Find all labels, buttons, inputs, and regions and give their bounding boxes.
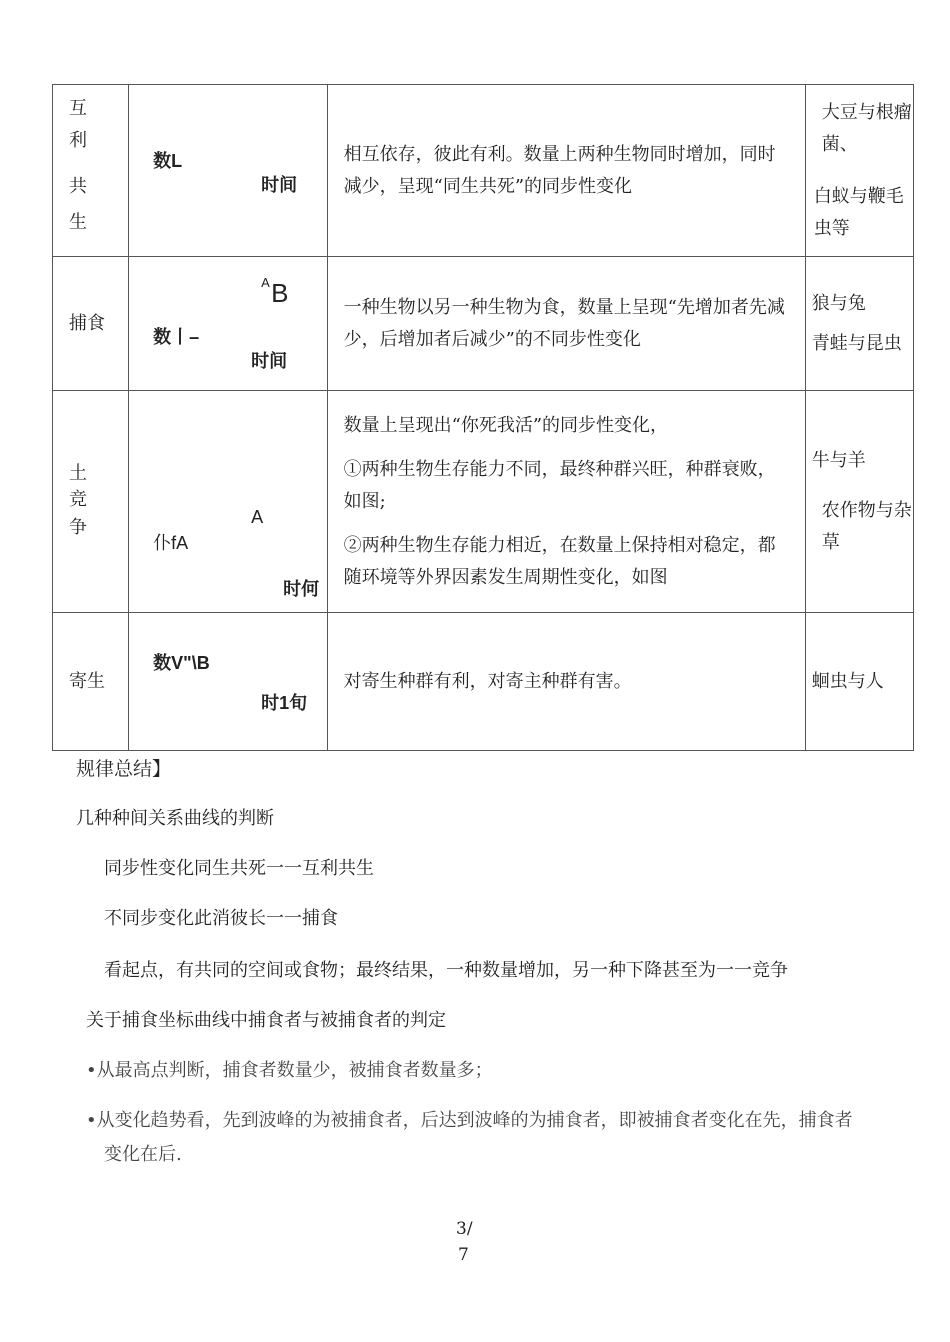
summary-bullet-continuation: 变化在后. <box>104 1144 182 1165</box>
relation-description-line: ②两种生物生存能力相近，在数量上保持相对稳定，都随环境等外界因素发生周期性变化，如图 <box>343 534 776 588</box>
relation-name-char: 共 <box>69 176 87 197</box>
relation-name-char: 利 <box>69 130 87 151</box>
graph-x-label: 时何 <box>283 579 320 599</box>
summary-item: 不同步变化此消彼长一一捕食 <box>104 908 338 929</box>
relation-name-cell <box>53 613 129 751</box>
relation-examples-cell <box>805 613 913 751</box>
relation-description-line: 数量上呈现出“你死我活”的同步性变化， <box>343 414 669 436</box>
relation-graph-cell <box>129 391 327 613</box>
graph-x-label: 时1旬 <box>261 693 308 713</box>
relation-graph-cell <box>129 613 327 751</box>
page-number-current: 3/ <box>456 1219 473 1239</box>
graph-curve-label: B <box>271 278 289 308</box>
page-number-total: 7 <box>458 1245 469 1265</box>
page-number <box>456 1216 473 1268</box>
relation-graph-cell <box>129 85 327 257</box>
table-row <box>53 257 914 391</box>
example-text: 农作物与杂草 <box>821 499 912 553</box>
summary-subheading: 关于捕食坐标曲线中捕食者与被捕食者的判定 <box>86 1010 446 1031</box>
relation-description-line: ①两种生物生存能力不同，最终种群兴旺，种群衰败，如图; <box>343 458 776 512</box>
relation-name-char: 生 <box>69 212 87 233</box>
relation-description-cell <box>327 85 805 257</box>
relation-description: 对寄生种群有利，对寄主种群有害。 <box>343 670 632 692</box>
relation-examples-cell <box>805 391 913 613</box>
relation-name-char: 土 <box>69 463 87 484</box>
graph-x-label: 时间 <box>261 175 298 195</box>
relation-examples-cell <box>805 85 913 257</box>
table-row <box>53 85 914 257</box>
graph-curve-label: A <box>261 275 270 290</box>
relation-graph-cell <box>129 257 327 391</box>
relation-name-cell <box>53 85 129 257</box>
relation-name: 寄生 <box>69 670 105 692</box>
relation-description-cell <box>327 613 805 751</box>
relation-name-char: 互 <box>69 98 87 119</box>
interspecific-relations-table <box>52 84 914 751</box>
relation-name-cell <box>53 391 129 613</box>
graph-y-label: 仆fA <box>153 533 189 553</box>
table-row <box>53 391 914 613</box>
relation-examples-cell <box>805 257 913 391</box>
relation-description: 一种生物以另一种生物为食，数量上呈现“先增加者先减少，后增加者后减少”的不同步性变化 <box>343 296 785 350</box>
example-text: 大豆与根瘤菌、 <box>821 101 912 155</box>
table-row <box>53 613 914 751</box>
graph-x-label: 时间 <box>251 351 288 371</box>
relation-name-char: 竞 <box>69 489 87 510</box>
summary-subheading: 几种种间关系曲线的判断 <box>76 808 274 829</box>
summary-bullet: •从最高点判断，捕食者数量少，被捕食者数量多； <box>86 1060 493 1081</box>
example-text: 青蛙与昆虫 <box>811 332 902 354</box>
graph-y-label: 数丨– <box>153 327 200 347</box>
relation-description-cell <box>327 257 805 391</box>
graph-y-label: 数L <box>153 151 183 171</box>
relation-description-cell <box>327 391 805 613</box>
summary-item: 同步性变化同生共死一一互利共生 <box>104 858 374 879</box>
summary-bullet: •从变化趋势看，先到波峰的为被捕食者，后达到波峰的为捕食者，即被捕食者变化在先，捕食者 <box>86 1110 853 1131</box>
relation-description: 相互依存，彼此有利。数量上两种生物同时增加，同时减少，呈现“同生共死”的同步性变化 <box>343 143 776 197</box>
example-text: 白蚁与鞭毛虫等 <box>813 185 904 239</box>
summary-item: 看起点，有共同的空间或食物；最终结果，一种数量增加，另一种下降甚至为一一竞争 <box>104 960 788 981</box>
example-text: 牛与羊 <box>811 449 866 471</box>
graph-y-label: 数V"\B <box>153 653 210 673</box>
example-text: 狼与兔 <box>811 292 866 314</box>
relation-name-cell <box>53 257 129 391</box>
relation-name-char: 争 <box>69 517 87 538</box>
example-text: 蛔虫与人 <box>811 670 884 692</box>
relation-name: 捕食 <box>69 312 105 334</box>
graph-curve-label: A <box>251 507 264 527</box>
summary-heading: 规律总结】 <box>76 758 172 780</box>
